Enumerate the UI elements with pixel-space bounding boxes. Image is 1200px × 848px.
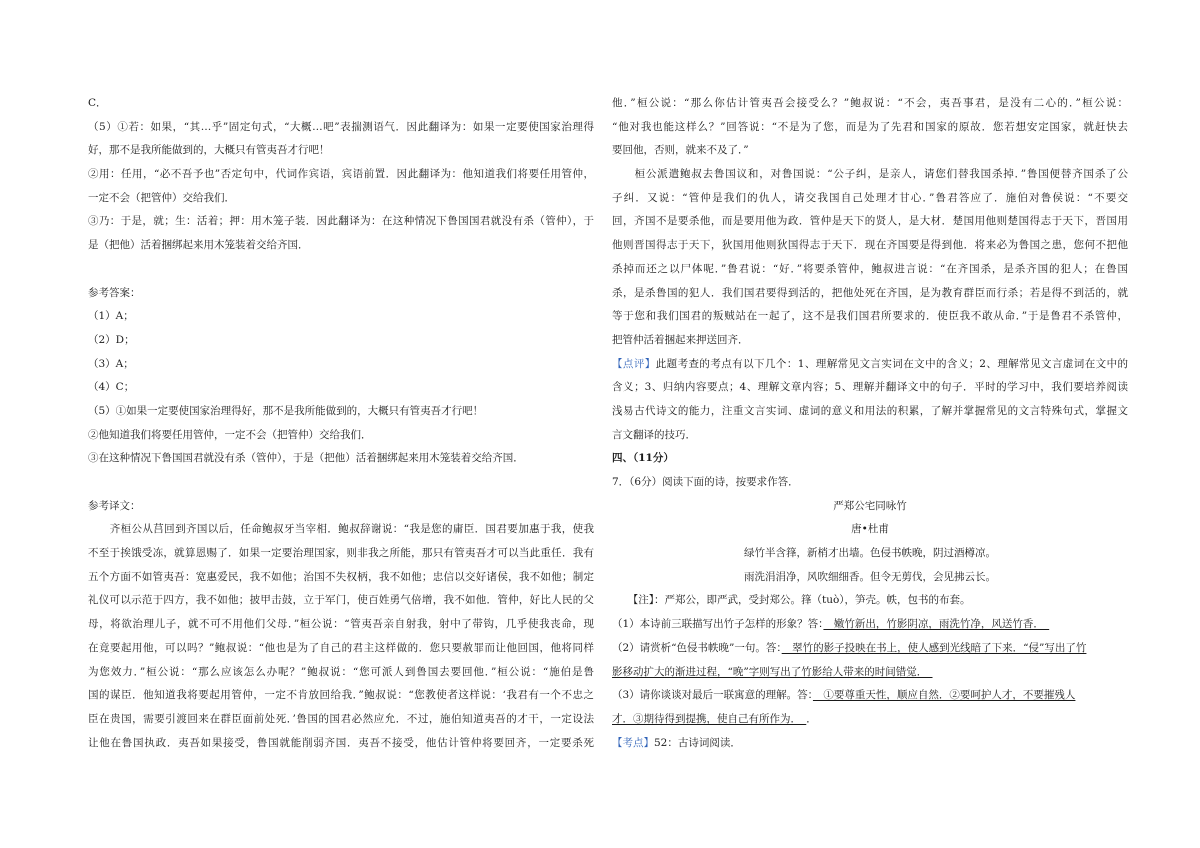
poem-note: 【注】：严郑公，即严武，受封郑公。箨（tuò），笋壳。帙，包书的布套。 <box>612 594 971 607</box>
answer-text: 才．③期待得到提携，使自己有所作为． <box>612 712 807 725</box>
text-line: 五个方面不如管夷吾：宽惠爱民，我不如他；治国不失权柄，我不如他；忠信以交好诸侯，我不如他；制定 <box>88 570 594 583</box>
question-text: （1）本诗前三联描写出竹子怎样的形象？答： <box>612 618 824 631</box>
question-7-title: 7．（6分）阅读下面的诗，按要求作答． <box>612 476 799 488</box>
answer-end: ． <box>806 712 817 725</box>
comment-line <box>612 353 1128 377</box>
comment-tag: 【点评】 <box>612 357 656 370</box>
answers-heading: 参考答案： <box>88 286 141 299</box>
text-line: 等于您和我们国君的叛贼站在一起了，这不是我们国君所要求的．使臣我不敢从命．”于是鲁君不杀管仲， <box>612 310 1128 323</box>
text-line: 回，齐国不是要杀他，而是要用他为政．管仲是天下的贤人，是大材．楚国用他则楚国得志于天下，晋国用 <box>612 215 1128 228</box>
text-line: 杀，是杀鲁国的犯人．我们国君要得到活的，把他处死在齐国，是为教育群臣而行杀；若是得不到活的，就 <box>612 286 1128 299</box>
question-7-3 <box>612 684 1128 708</box>
text-line: ③乃：于是，就；生：活着；押：用木笼子装．因此翻译为：在这种情况下鲁国国君就没有杀（管仲），于 <box>88 215 594 228</box>
poem-title: 严郑公宅同咏竹 <box>833 499 907 512</box>
answer-continuation <box>612 661 1128 685</box>
answer-item: ②他知道我们将要任用管仲，一定不会（把管仲）交给我们． <box>88 428 372 441</box>
text-line: 让他在鲁国执政．夷吾如果接受，鲁国就能削弱齐国．夷吾不接受，他估计管仲将要回齐，一定要杀死 <box>88 736 594 749</box>
text-line: 不至于挨饿受冻，就算恩赐了．如果一定要治理国家，则非我之所能，那只有管夷吾才可以当此重任．我有 <box>88 547 594 560</box>
text-line: 是（把他）活着捆绑起来用木笼装着交给齐国． <box>88 239 309 252</box>
text-line: 齐桓公从莒回到齐国以后，任命鲍叔牙当宰相．鲍叔辞谢说：“我是您的庸臣．国君要加惠于我，使我 <box>88 523 594 536</box>
text-line: 在竟要起用他，可以吗？”鲍叔说：“他也是为了自己的君主这样做的．您只要赦罪而让他回国，他将同样 <box>88 641 594 654</box>
kaodian-tag: 【考点】 <box>612 736 654 749</box>
answer-continuation <box>612 708 1128 732</box>
answer-text: 嫩竹新出，竹影阴凉，雨洗竹净，风送竹香． <box>823 618 1050 631</box>
text-line: （5）①若：如果，“其…乎”固定句式，“大概…吧”表揣测语气．因此翻译为：如果一定要使国家治理得 <box>88 120 594 133</box>
text-line: 要回他，否则，就来不及了．” <box>612 144 749 157</box>
question-7-1 <box>612 613 1128 637</box>
answer-text: 翠竹的影子投映在书上，使人感到光线暗了下来．“侵”写出了竹 <box>781 641 1087 654</box>
answer-item: （3）A； <box>88 357 134 370</box>
kaodian-line <box>612 732 1128 756</box>
text-line: ②用：任用，“必不吾予也”否定句中，代词作宾语，宾语前置．因此翻译为：他知道我们将要任用管仲， <box>88 168 594 181</box>
comment-text: 此题考查的考点有以下几个：1、理解常见文言实词在文中的含义；2、理解常见文言虚词在文中的 <box>655 357 1128 370</box>
spacer <box>88 471 594 495</box>
text-line: 为您效力．”桓公说：“那么应该怎么办呢？”鲍叔说：“您可派人到鲁国去要回他．”桓公说：“施伯是鲁 <box>88 665 594 678</box>
answer-text: 影移动扩大的渐进过程，“晚”字则写出了竹影给人带来的时间错觉． <box>612 665 933 678</box>
answer-item: （5）①如果一定要使国家治理得好，那不是我所能做到的，大概只有管夷吾才行吧！ <box>88 404 484 417</box>
answer-item: （2）D； <box>88 333 135 346</box>
text-line: “他对我也能这样么？”回答说：“不是为了您，而是为了先君和国家的原故．您若想安定国家，就赶快去 <box>612 120 1128 133</box>
comment-line: 言文翻译的技巧． <box>612 428 696 441</box>
text-line: 他则晋国得志于天下，狄国用他则狄国得志于天下．现在齐国要是得到他．将来必为鲁国之患，您何不把他 <box>612 239 1128 252</box>
right-column <box>612 92 1128 755</box>
poem-line: 雨洗涓涓净，风吹细细香。但令无剪伐，会见拂云长。 <box>744 570 996 583</box>
answer-item: （4）C； <box>88 381 135 394</box>
comment-line: 浅易古代诗文的能力，注重文言实词、虚词的意义和用法的积累，了解并掌握常见的文言特殊句式，掌握文 <box>612 404 1128 417</box>
text-line: 好，那不是我所能做到的，大概只有管夷吾才行吧！ <box>88 144 330 157</box>
text-line: C． <box>88 97 107 109</box>
kaodian-text: 52：古诗词阅读． <box>654 736 741 749</box>
text-line: 杀掉而还之以尸体呢．”鲁君说：“好．”将要杀管仲，鲍叔进言说：“在齐国杀，是杀齐国的犯人；在鲁国 <box>612 262 1128 275</box>
question-7-2 <box>612 637 1128 661</box>
poem-author: 唐•杜甫 <box>851 523 889 536</box>
text-line: 他．”桓公说：“那么你估计管夷吾会接受么？”鲍叔说：“不会，夷吾事君，是没有二心的．”桓公说： <box>612 97 1128 109</box>
answer-item: （1）A； <box>88 310 134 323</box>
section-heading: 四、（11分） <box>612 452 674 465</box>
question-text: （3）请你谈谈对最后一联寓意的理解。答： <box>612 689 813 702</box>
text-line: 母，将欲治理儿子，就不可不用他们父母．”桓公说：“管夷吾亲自射我，射中了带钩，几乎使我丧命，现 <box>88 618 594 631</box>
text-line: 礼仪可以示范于四方，我不如他；披甲击鼓，立于军门，使百姓勇气倍增，我不如他．管仲，好比人民的父 <box>88 594 594 607</box>
spacer <box>88 258 594 282</box>
text-line: 国的谋臣．他知道我将要起用管仲，一定不肯放回给我．”鲍叔说：“您教使者这样说：‘我君有一个不忠之 <box>88 689 594 702</box>
text-line: 把管仲活着捆起来押送回齐． <box>612 333 749 346</box>
text-line: 臣在贵国，需要引渡回来在群臣面前处死．’鲁国的国君必然应允．不过，施伯知道夷吾的才干，一定设法 <box>88 712 594 725</box>
answer-item: ③在这种情况下鲁国国君就没有杀（管仲），于是（把他）活着捆绑起来用木笼装着交给齐国． <box>88 452 524 465</box>
poem-line: 绿竹半含箨，新梢才出墙。色侵书帙晚，阴过酒樽凉。 <box>744 547 996 560</box>
text-line: 桓公派遣鲍叔去鲁国议和，对鲁国说：“公子纠，是亲人，请您们替我国杀掉．”鲁国便替齐国杀了公 <box>612 168 1128 181</box>
text-line: 子纠．又说：“管仲是我们的仇人，请交我国自己处理才甘心．”鲁君答应了．施伯对鲁侯说：“不要交 <box>612 191 1128 204</box>
question-text: （2）请赏析“色侵书帙晚”一句。答： <box>612 641 782 654</box>
left-column <box>88 92 594 755</box>
translation-heading: 参考译文： <box>88 499 141 512</box>
text-line: 一定不会（把管仲）交给我们． <box>88 191 235 204</box>
answer-text: ①要尊重天性，顺应自然．②要呵护人才，不要摧残人 <box>812 689 1076 702</box>
comment-line: 含义；3、归纳内容要点；4、理解文章内容；5、理解并翻译文中的句子．平时的学习中，我们要培养阅读 <box>612 381 1128 394</box>
